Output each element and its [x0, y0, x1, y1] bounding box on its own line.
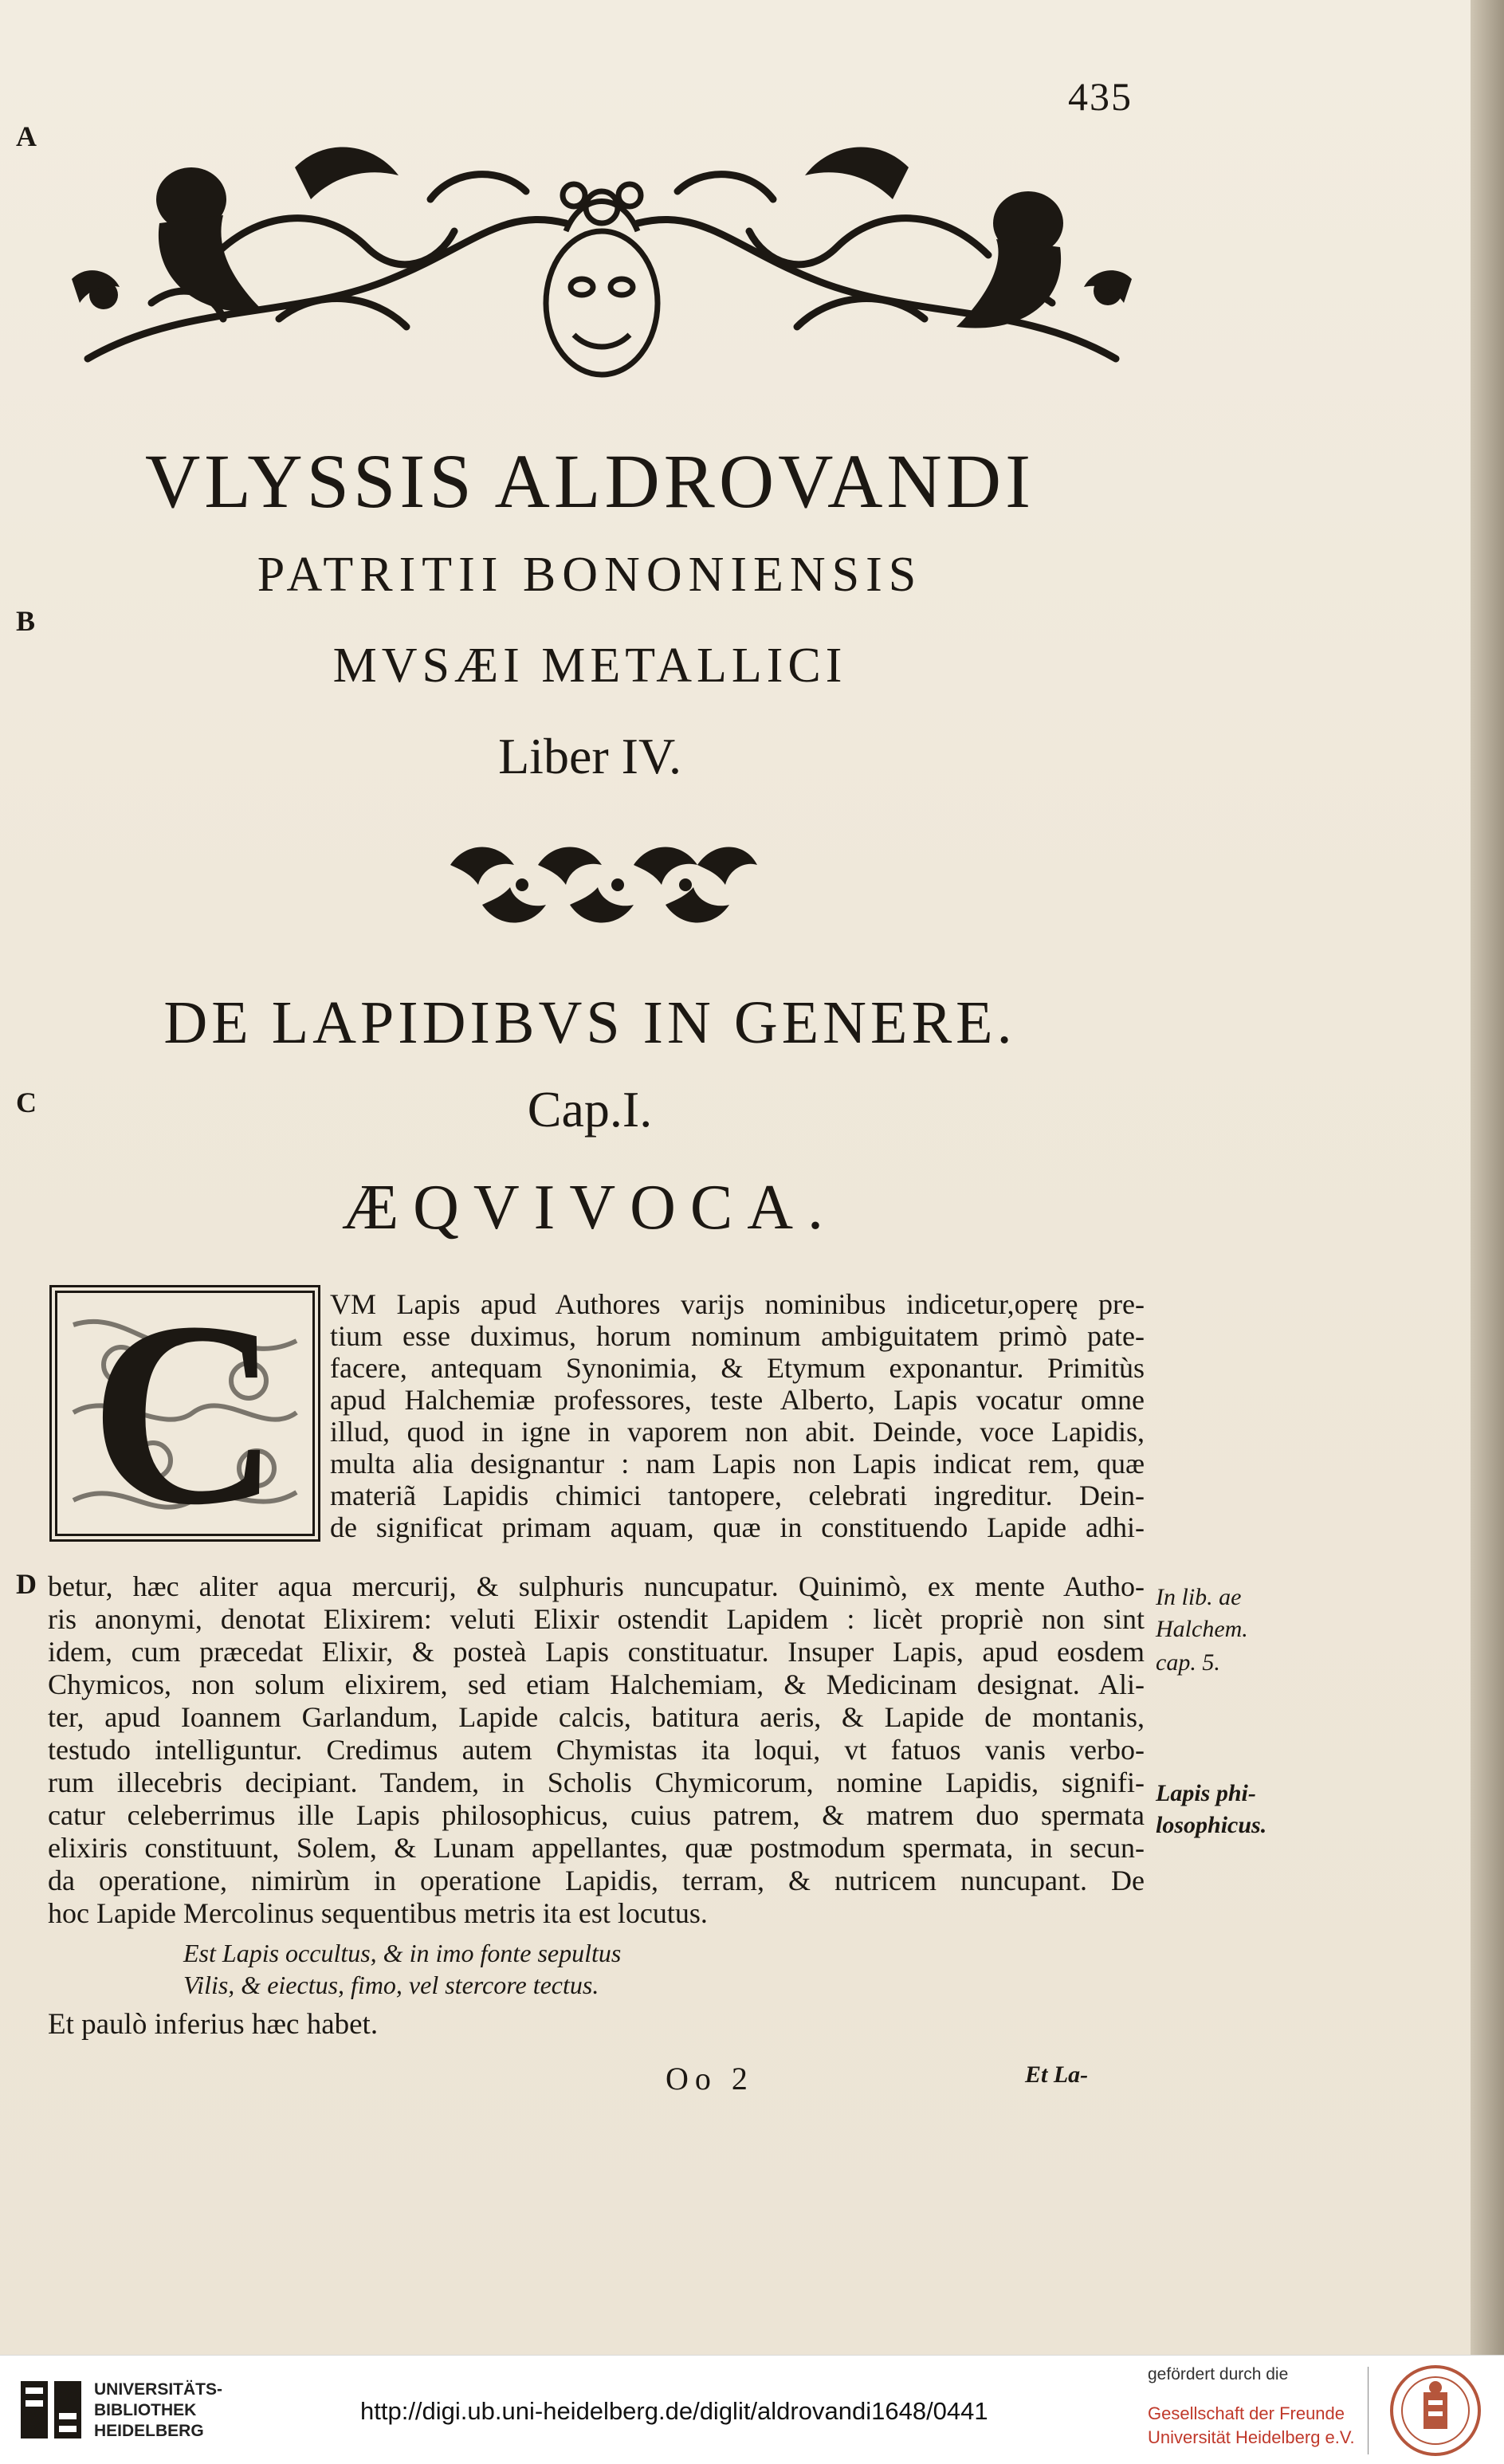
institution-line: HEIDELBERG [94, 2422, 204, 2440]
margin-letter-d: D [16, 1568, 37, 1600]
institution-line: BIBLIOTHEK [94, 2401, 197, 2419]
body-line: materiã Lapidis chimici tantopere, celebrati ingreditur. Dein- [330, 1480, 1145, 1511]
permalink-url[interactable]: http://digi.ub.uni-heidelberg.de/diglit/aldrovandi1648/0441 [360, 2397, 988, 2425]
body-line: ter, apud Ioannem Garlandum, Lapide calcis, batitura aeris, & Lapide de montanis, [48, 1701, 1145, 1733]
margin-letter-c: C [16, 1087, 37, 1118]
body-line: idem, cum præcedat Elixir, & posteà Lapis constituatur. Insuper Lapis, apud eosdem [48, 1636, 1145, 1668]
body-line: apud Halchemiæ professores, teste Alberto, Lapis vocatur omne [330, 1384, 1145, 1416]
body-line: elixiris constituunt, Solem, & Lunam appellantes, quæ postmodum spermata, in secun- [48, 1832, 1145, 1864]
body-line: hoc Lapide Mercolinus sequentibus metris ita est locutus. [48, 1897, 708, 1929]
decorated-initial [49, 1268, 320, 1559]
body-line: facere, antequam Synonimia, & Etymum exponantur. Primitùs [330, 1352, 1145, 1384]
body-line: Chymicos, non solum elixirem, sed etiam Halchemiam, & Medicinam designat. Ali- [48, 1668, 1145, 1700]
body-line: testudo intelliguntur. Credimus autem Chymistas ita loqui, vt fatuos vanis verbo- [48, 1734, 1145, 1766]
headpiece-ornament [56, 120, 1148, 407]
page-number: 435 [1068, 74, 1133, 119]
body-line: de significat primam aquam, quæ in constituendo Lapide adhi- [330, 1511, 1145, 1543]
marginal-note: Lapis phi- [1156, 1780, 1256, 1806]
margin-letter-b: B [16, 605, 36, 637]
university-seal-icon [1388, 2364, 1482, 2458]
verse-line: Est Lapis occultus, & in imo fonte sepultus [183, 1939, 622, 1967]
marginal-note: In lib. ae [1156, 1584, 1242, 1610]
fleuron-ornament [434, 833, 769, 937]
body-line: da operatione, nimirùm in operatione Lapidis, terram, & nutricem nuncupant. De [48, 1865, 1145, 1896]
body-line: rum illecebris decipiant. Tandem, in Scholis Chymicorum, nomine Lapidis, signifi- [48, 1766, 1145, 1798]
signature-mark: Oo 2 [666, 2061, 754, 2097]
footer-bar [0, 2355, 1504, 2464]
body-line: ris anonymi, denotat Elixirem: veluti Elixir ostendit Lapidem : licèt propriè non sint [48, 1603, 1145, 1635]
sponsor-intro: gefördert durch die [1148, 2365, 1289, 2383]
body-line: multa alia designantur : nam Lapis non Lapis indicat rem, quæ [330, 1448, 1145, 1480]
chapter-number: Cap.I. [527, 1081, 653, 1138]
verse-line: Vilis, & eiectus, fimo, vel stercore tectus. [183, 1971, 599, 1999]
chapter-heading: DE LAPIDIBVS IN GENERE. [163, 989, 1016, 1056]
closing-line: Et paulò inferius hæc habet. [48, 2008, 379, 2041]
body-line: betur, hæc aliter aqua mercurij, & sulphuris nuncupatur. Quinimò, ex mente Autho- [48, 1570, 1145, 1602]
book-binding-edge [1471, 0, 1504, 2355]
title-book: Liber IV. [498, 728, 681, 784]
sponsor-line: Gesellschaft der Freunde [1148, 2403, 1345, 2423]
marginal-note: losophicus. [1156, 1812, 1267, 1838]
body-line: tium esse duximus, horum nominum ambiguitatem primò pate- [330, 1320, 1145, 1352]
title-author: VLYSSIS ALDROVANDI [144, 438, 1035, 524]
sponsor-line: Universität Heidelberg e.V. [1148, 2427, 1355, 2447]
body-line: illud, quod in igne in vaporem non abit. Deinde, voce Lapidis, [330, 1416, 1145, 1448]
body-line: catur celeberrimus ille Lapis philosophicus, cuius patrem, & matrem duo spermata [48, 1799, 1145, 1831]
university-library-name [94, 2380, 222, 2442]
initial-letter: C [89, 1268, 281, 1559]
body-line: VM Lapis apud Authores varijs nominibus indicetur,operę pre- [330, 1288, 1145, 1320]
footer-divider [1368, 2367, 1369, 2454]
marginal-note: Halchem. [1156, 1616, 1248, 1642]
catchword: Et La- [1025, 2061, 1089, 2088]
university-library-logo-icon [14, 2373, 88, 2446]
section-heading: ÆQVIVOCA. [342, 1173, 838, 1243]
sponsor-name [1148, 2402, 1355, 2450]
title-museum: MVSÆI METALLICI [332, 639, 847, 693]
marginal-note: cap. 5. [1156, 1649, 1220, 1676]
margin-letter-a: A [16, 120, 37, 152]
title-patrician: PATRITII BONONIENSIS [257, 548, 923, 602]
institution-line: UNIVERSITÄTS- [94, 2380, 223, 2399]
